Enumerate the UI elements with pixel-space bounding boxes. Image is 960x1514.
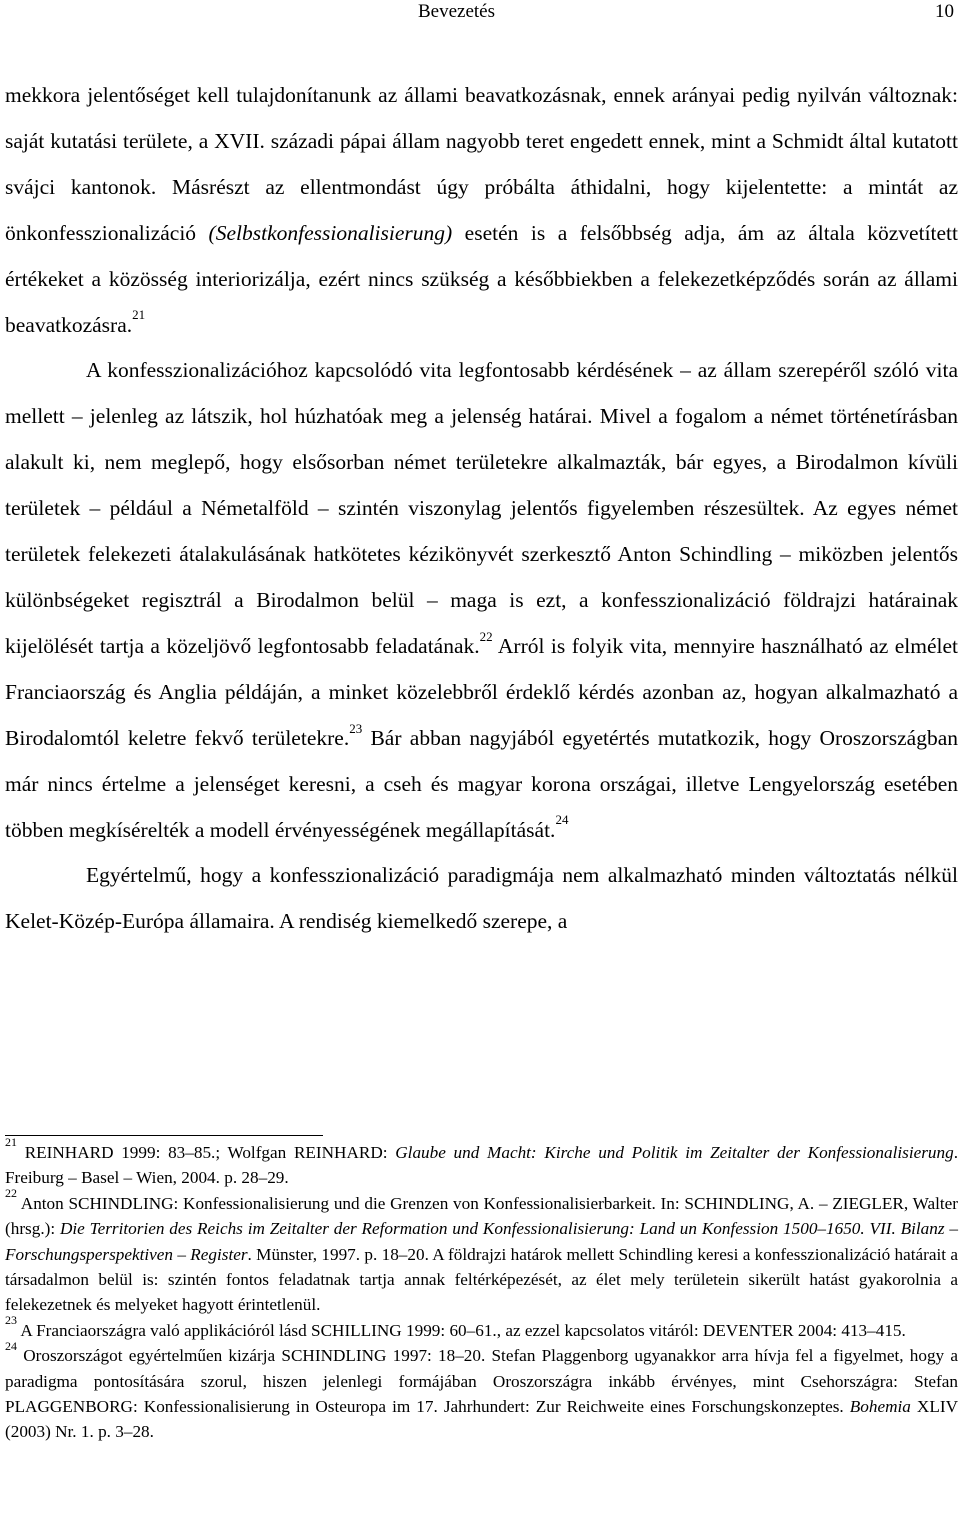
footnote-23: $^{23}$ A Franciaországra való applikációról lásd SCHILLING 1999: 60–61., az ezzel kapcsolatos vitáról: DEVENTER 2004: 413–415.: [5, 1313, 906, 1340]
italic-term: (Selbstkonfessionalisierung): [208, 220, 453, 245]
footnote-ref-21[interactable]: 21: [132, 307, 146, 323]
footnote-ref-24[interactable]: 24: [555, 812, 569, 828]
page-number: 10: [935, 1, 954, 22]
book-title: Glaube und Macht: Kirche und Politik im Zeitalter der Konfessionalisierung: [395, 1143, 954, 1162]
footnote-number: 23: [5, 1313, 17, 1328]
footnote-21: $^{21}$ REINHARD 1999: 83–85.; Wolfgan REINHARD: Glaube und Macht: Kirche und Politik im Zeitalter der Konfessionalisierung. Freiburg – Basel – Wien, 2004. p. 28–29.: [5, 1135, 959, 1188]
footnote-number: 21: [5, 1135, 17, 1150]
footnote-24: $^{24}$ Oroszországot egyértelműen kizárja SCHINDLING 1997: 18–20. Stefan Plaggenborg ugyanakkor arra hívja fel a figyelmet, hogy a paradigma pontosítására szorul, hiszen jelenlegi formájában Oroszországra inkább érvényes, mint Csehországra: Stefan PLAGGENBORG: Konfessionalisierung in Osteuropa im 17. Jahrhundert: Zur Reichweite eines Forschungskonzeptes. Bohemia XLIV (2003) Nr. 1. p. 3–28.: [5, 1338, 958, 1442]
paragraph-2: A konfesszionalizációhoz kapcsolódó vita legfontosabb kérdésének – az állam szerepéről szóló vita mellett – jelenleg az látszik, hol húzhatóak meg a jelenség határai. Mivel a fogalom a német történetírásban alakult ki, nem meglepő, hogy elsősorban német területekre alkalmazták, bár egyes, a Birodalmon kívüli területek – például a Németalföld – szintén viszonylag jelentős figyelemben részesültek. Az egyes német területek felekezeti átalakulásának hatkötetes kézikönyvét szerkesztő Anton Schindling – miközben jelentős különbségeket regisztrál a Birodalmon belül – maga is ezt, a konfesszionalizáció földrajzi határainak kijelölését tartja a közeljövő legfontosabb feladatának.$^{22}$ Arról is folyik vita, mennyire használható az elmélet Franciaország és Anglia példáján, a minket közelebbről érdeklő kérdés azonban az, hogyan alkalmazható a Birodalomtól keletre fekvő területekre.$^{23}$ Bár abban nagyjából egyetértés mutatkozik, hogy Oroszországban már nincs értelme a jelenséget keresni, a cseh és magyar korona országai, illetve Lengyelország esetében többen megkísérelték a modell érvényességének megállapítását.$^{24}$: [5, 358, 959, 842]
book-title: Die Territorien des Reichs im Zeitalter der Reformation und Konfessionalisierung: Land un Konfession 1500–1650. VII. Bilanz – Forschungsperspektiven – Register: [5, 1219, 958, 1264]
journal-title: Bohemia: [849, 1397, 911, 1417]
footnote-ref-23[interactable]: 23: [349, 720, 363, 736]
chapter-title: Bevezetés: [418, 1, 496, 22]
running-header: [0, 0, 960, 24]
footnotes: [5, 1135, 959, 1445]
paragraph-1: mekkora jelentőséget kell tulajdonítanunk az állami beavatkozásnak, ennek arányai pedig nyilván változnak: saját kutatási területe, a XVII. századi pápai állam nagyobb teret engedett ennek, mint a Schmidt által kutatott svájci kantonok. Másrészt az ellentmondást úgy próbálta áthidalni, hogy kijelentette: a mintát az önkonfesszionalizáció (Selbstkonfessionalisierung) esetén is a felsőbbség adja, ám az általa közvetített értékeket a közösség interiorizálja, ezért nincs szükség a későbbiekben a felekezetképződés során az állami beavatkozásra.$^{21}$: [5, 83, 958, 337]
paragraph-3: Egyértelmű, hogy a konfesszionalizáció paradigmája nem alkalmazható minden változtatás nélkül Kelet-Közép-Európa államaira. A rendiség kiemelkedő szerepe, a: [5, 863, 958, 934]
footnote-ref-22[interactable]: 22: [479, 628, 493, 644]
footnote-number: 22: [5, 1186, 17, 1201]
footnote-separator: [5, 1135, 323, 1136]
footnote-22: $^{22}$ Anton SCHINDLING: Konfessionalisierung und die Grenzen von Konfessionalisierbarkeit. In: SCHINDLING, A. – ZIEGLER, Walter (hrsg.): Die Territorien des Reichs im Zeitalter der Reformation und Konfessionalisierung: Land un Konfession 1500–1650. VII. Bilanz – Forschungsperspektiven – Register. Münster, 1997. p. 18–20. A földrajzi határok mellett Schindling keresi a konfesszionalizáció határait a társadalmon belül is: szintén fontos feladatnak tartja annak feltérképezését, az élet mely területein sikerült hatást gyakorolnia a felekezetnek és melyeket hagyott érintetlenül.: [5, 1186, 958, 1315]
main-text: [5, 73, 958, 945]
footnote-number: 24: [5, 1338, 17, 1353]
